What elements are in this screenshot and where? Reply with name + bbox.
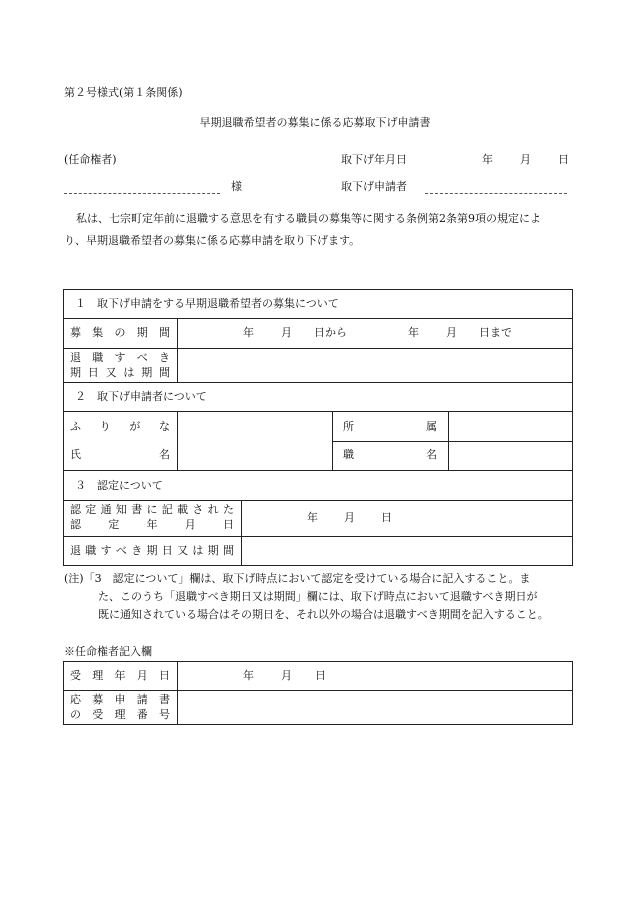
applicant-label: 取下げ申請者: [341, 180, 407, 193]
recruit-to-day: 日まで: [479, 326, 512, 339]
cert-year: 年: [307, 511, 318, 524]
cert-month: 月: [344, 511, 355, 524]
receipt-date-field[interactable]: [178, 662, 572, 690]
receipt-date-label: 受 理 年 月 日: [70, 669, 170, 682]
receipt-year: 年: [243, 669, 254, 682]
cert-day: 日: [381, 511, 392, 524]
body-text-line-1: 私は、七宗町定年前に退職する意思を有する職員の募集等に関する条例第2条第9項の規定によ: [76, 212, 541, 225]
header-day: 日: [558, 153, 569, 166]
retire-date-label-line-2: 期 日 又 は 期 間: [70, 366, 170, 379]
appointer-name-line[interactable]: [64, 193, 220, 194]
name-field[interactable]: [178, 412, 332, 470]
withdraw-date-label: 取下げ年月日: [341, 153, 407, 166]
section-2-heading: ２ 取下げ申請者について: [75, 390, 207, 403]
sama-label: 様: [231, 180, 242, 193]
note-line-2: た、このうち「退職すべき期日又は期間」欄には、取下げ時点において退職すべき期日が: [98, 590, 538, 603]
note-line-3: 既に通知されている場合はその期日を、それ以外の場合は退職すべき期間を記入すること。: [98, 608, 549, 621]
position-label: 職 名: [343, 448, 437, 461]
receipt-number-field[interactable]: [178, 691, 572, 724]
receipt-month: 月: [281, 669, 292, 682]
body-text-line-2: り、早期退職希望者の募集に係る応募申請を取り下げます。: [64, 234, 361, 247]
recruit-from-month: 月: [281, 326, 292, 339]
note-line-1: (注)「3 認定について」欄は、取下げ時点において認定を受けている場合に記入すること。ま: [64, 572, 531, 585]
section-3-heading: ３ 認定について: [75, 479, 163, 492]
recruit-period-label: 募 集 の 期 間: [70, 326, 170, 339]
appointer-label: (任命権者): [64, 153, 117, 166]
furigana-label: ふ り が な: [70, 420, 170, 433]
recruit-from-day: 日から: [314, 326, 347, 339]
receipt-day: 日: [315, 669, 326, 682]
receipt-no-label-line-2: の 受 理 番 号: [70, 708, 170, 721]
retire-date-label-line-1: 退 職 す べ き: [70, 351, 170, 364]
recruit-period-field[interactable]: [178, 319, 572, 348]
cert-date-field[interactable]: [242, 501, 572, 536]
receipt-no-label-line-1: 応 募 申 請 書: [70, 693, 170, 706]
affiliation-label: 所 属: [343, 420, 437, 433]
applicant-name-line[interactable]: [425, 193, 567, 194]
section-1-heading: １ 取下げ申請をする早期退職希望者の募集について: [75, 297, 339, 310]
form-number: 第２号様式(第１条関係): [64, 86, 183, 99]
position-field[interactable]: [449, 442, 572, 470]
affiliation-field[interactable]: [449, 412, 572, 441]
cert-label-line-1: 認 定 通 知 書 に 記 載 さ れ た: [70, 503, 234, 516]
retire-date-full-field[interactable]: [242, 537, 572, 565]
recruit-to-month: 月: [446, 326, 457, 339]
header-year: 年: [482, 153, 493, 166]
retire-date-field[interactable]: [178, 349, 572, 382]
recruit-from-year: 年: [243, 326, 254, 339]
cert-label-line-2: 認 定 年 月 日: [70, 518, 234, 531]
name-label: 氏 名: [70, 448, 170, 461]
recruit-to-year: 年: [408, 326, 419, 339]
header-month: 月: [520, 153, 531, 166]
page-title: 早期退職希望者の募集に係る応募取下げ申請書: [199, 116, 431, 129]
appointer-section-title: ※任命権者記入欄: [64, 645, 152, 658]
retire-date-full-label: 退 職 す べ き 期 日 又 は 期 間: [70, 544, 234, 557]
